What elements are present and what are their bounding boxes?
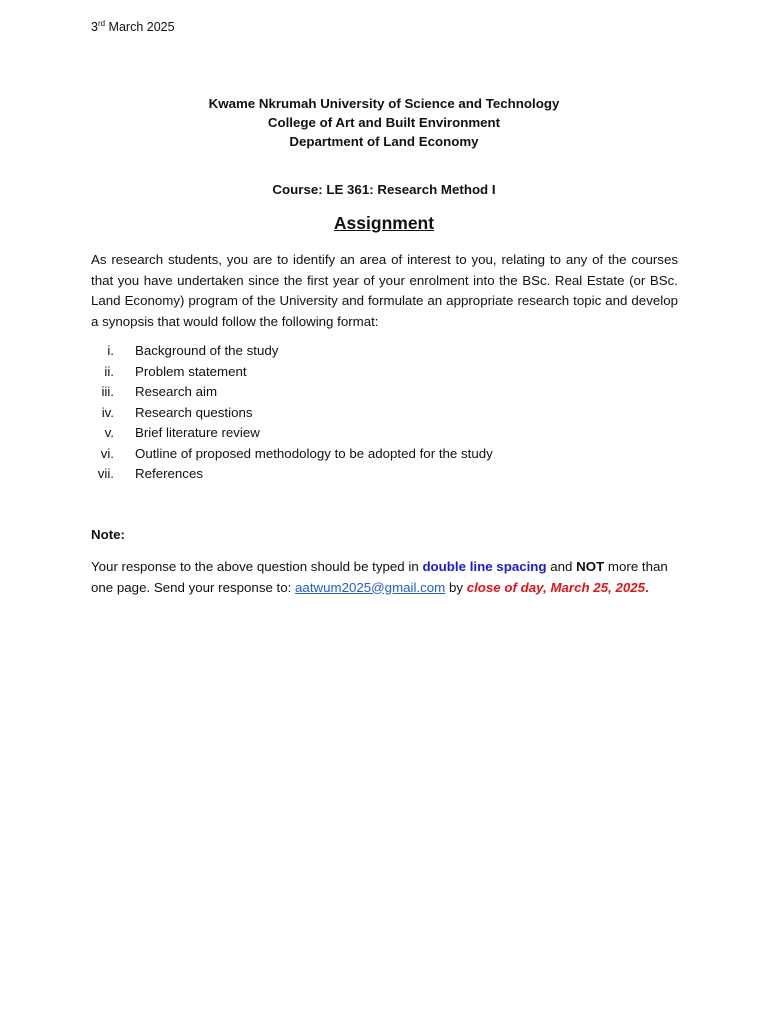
- email-link[interactable]: aatwum2025@gmail.com: [295, 579, 446, 595]
- list-item-number: ii.: [104, 363, 114, 379]
- course-title: Course: LE 361: Research Method I: [272, 182, 496, 197]
- list-item: [91, 362, 678, 383]
- list-item-text: Research aim: [135, 384, 218, 399]
- document-date: [91, 19, 175, 34]
- department-name: Department of Land Economy: [289, 134, 479, 149]
- list-item-number: i.: [107, 343, 114, 358]
- date-month-year: March 2025: [105, 20, 175, 34]
- assignment-heading: Assignment: [333, 213, 435, 233]
- list-item-number: iv.: [101, 404, 114, 420]
- note-text-2: and: [546, 559, 577, 574]
- list-item: [91, 341, 678, 362]
- note-text-1: Your response to the above question should be typed in: [91, 559, 423, 574]
- list-item-number: v.: [104, 425, 114, 440]
- date-suffix: rd: [97, 19, 106, 28]
- list-item-text: Outline of proposed methodology to be adopted for the study: [135, 445, 493, 461]
- intro-paragraph: As research students, you are to identify an area of interest to you, relating to any of the courses that you have undertaken since the first year of your enrolment into the BSc. Real Estate (or BSc. Land Economy) program of the University and formulate an appropriate research topic and develop a synopsis that would follow the following format:: [91, 252, 678, 329]
- date-day: 3: [91, 20, 98, 34]
- college-name: College of Art and Built Environment: [267, 115, 501, 130]
- list-item: [91, 382, 678, 403]
- list-item: [91, 464, 678, 485]
- note-text-4: by: [445, 579, 467, 595]
- list-item: [91, 444, 678, 465]
- list-item-text: Problem statement: [135, 363, 247, 379]
- list-item-number: vii.: [97, 466, 114, 481]
- note-paragraph: [91, 557, 678, 598]
- note-label: Note:: [91, 527, 125, 542]
- note-text-3: more than one page. Send your response to:: [91, 559, 668, 595]
- institution-header: [0, 94, 768, 151]
- list-item: [91, 403, 678, 424]
- list-item-text: Brief literature review: [135, 425, 260, 440]
- list-item: [91, 423, 678, 444]
- list-item-text: Research questions: [135, 404, 253, 420]
- deadline-text: close of day, March 25, 2025: [466, 579, 646, 595]
- list-item-number: vi.: [100, 445, 114, 461]
- double-spacing-emphasis: double line spacing: [422, 559, 547, 574]
- list-item-number: iii.: [101, 384, 114, 399]
- list-item-text: References: [135, 466, 203, 481]
- list-item-text: Background of the study: [135, 343, 279, 358]
- deadline-period: .: [645, 579, 649, 595]
- university-name: Kwame Nkrumah University of Science and Technology: [208, 96, 560, 111]
- format-list: [91, 341, 678, 485]
- not-emphasis: NOT: [576, 559, 605, 574]
